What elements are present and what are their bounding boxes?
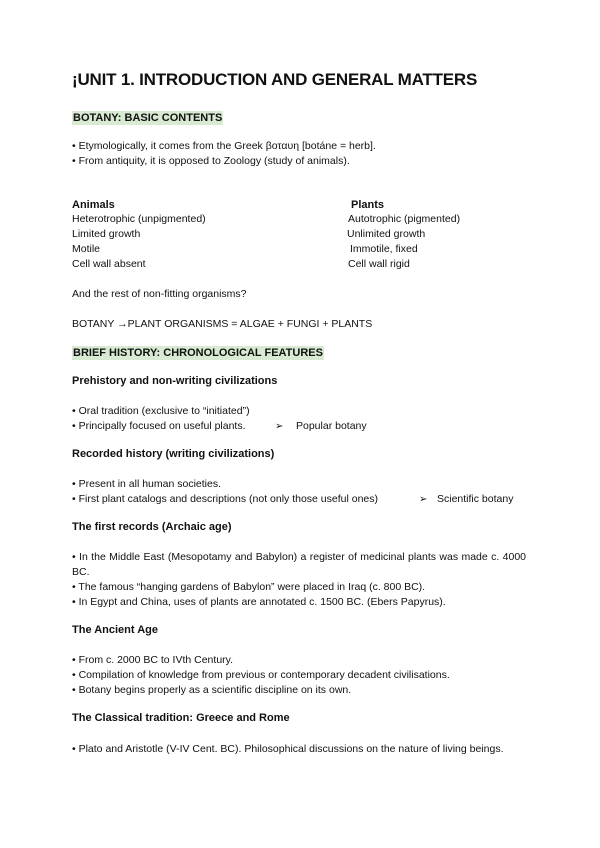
bullet-useful-plants: • Principally focused on useful plants.	[72, 420, 246, 432]
bullet-plant-catalogs: • First plant catalogs and descriptions (not only those useful ones)	[72, 493, 379, 505]
plants-trait: Cell wall rigid	[348, 258, 410, 270]
bullet-all-societies: • Present in all human societies.	[72, 478, 221, 490]
section-heading-brief-history: BRIEF HISTORY: CHRONOLOGICAL FEATURES	[73, 347, 323, 359]
animals-trait: Limited growth	[72, 228, 141, 240]
subheading-ancient-age: The Ancient Age	[72, 624, 158, 636]
animals-trait: Cell wall absent	[72, 258, 146, 270]
bullet-scientific-discipline: • Botany begins properly as a scientific discipline on its own.	[72, 684, 352, 696]
bullet-etymology: • Etymologically, it comes from the Greek βοταυη [botáne = herb].	[72, 140, 376, 152]
bullet-oral-tradition: • Oral tradition (exclusive to “initiated”)	[72, 405, 250, 417]
subheading-classical-tradition: The Classical tradition: Greece and Rome	[72, 712, 290, 724]
question-text: And the rest of non-fitting organisms?	[72, 288, 247, 300]
bullet-babylon-gardens: • The famous “hanging gardens of Babylon” were placed in Iraq (c. 800 BC).	[72, 581, 426, 593]
arrow-icon: ➢	[275, 421, 284, 432]
section-heading-basic-contents: BOTANY: BASIC CONTENTS	[73, 112, 223, 124]
scientific-botany-label: Scientific botany	[437, 493, 514, 505]
animals-header: Animals	[72, 199, 115, 211]
plants-trait: Autotrophic (pigmented)	[348, 213, 461, 225]
arrow-icon: ➢	[419, 494, 428, 505]
subheading-prehistory: Prehistory and non-writing civilizations	[72, 375, 278, 387]
bullet-time-span: • From c. 2000 BC to IVth Century.	[72, 654, 234, 666]
plants-trait: Immotile, fixed	[350, 243, 418, 255]
animals-trait: Motile	[72, 243, 101, 255]
page-title: ¡UNIT 1. INTRODUCTION AND GENERAL MATTERS	[72, 70, 478, 89]
plants-header: Plants	[351, 199, 385, 211]
bullet-middle-east: • In the Middle East (Mesopotamy and Babylon) a register of medicinal plants was made c. 4000 BC.	[72, 551, 526, 578]
popular-botany-label: Popular botany	[296, 420, 367, 432]
bullet-antiquity: • From antiquity, it is opposed to Zoology (study of animals).	[72, 155, 350, 167]
plants-trait: Unlimited growth	[347, 228, 426, 240]
botany-definition: BOTANY →PLANT ORGANISMS = ALGAE + FUNGI + PLANTS	[72, 318, 373, 330]
bullet-egypt-china: • In Egypt and China, uses of plants are annotated c. 1500 BC. (Ebers Papyrus).	[72, 596, 446, 608]
subheading-first-records: The first records (Archaic age)	[72, 521, 232, 533]
subheading-recorded-history: Recorded history (writing civilizations)	[72, 448, 275, 460]
animals-trait: Heterotrophic (unpigmented)	[72, 213, 206, 225]
bullet-plato-aristotle: • Plato and Aristotle (V-IV Cent. BC). Philosophical discussions on the nature of living beings.	[72, 743, 504, 755]
bullet-compilation: • Compilation of knowledge from previous or contemporary decadent civilisations.	[72, 669, 450, 681]
